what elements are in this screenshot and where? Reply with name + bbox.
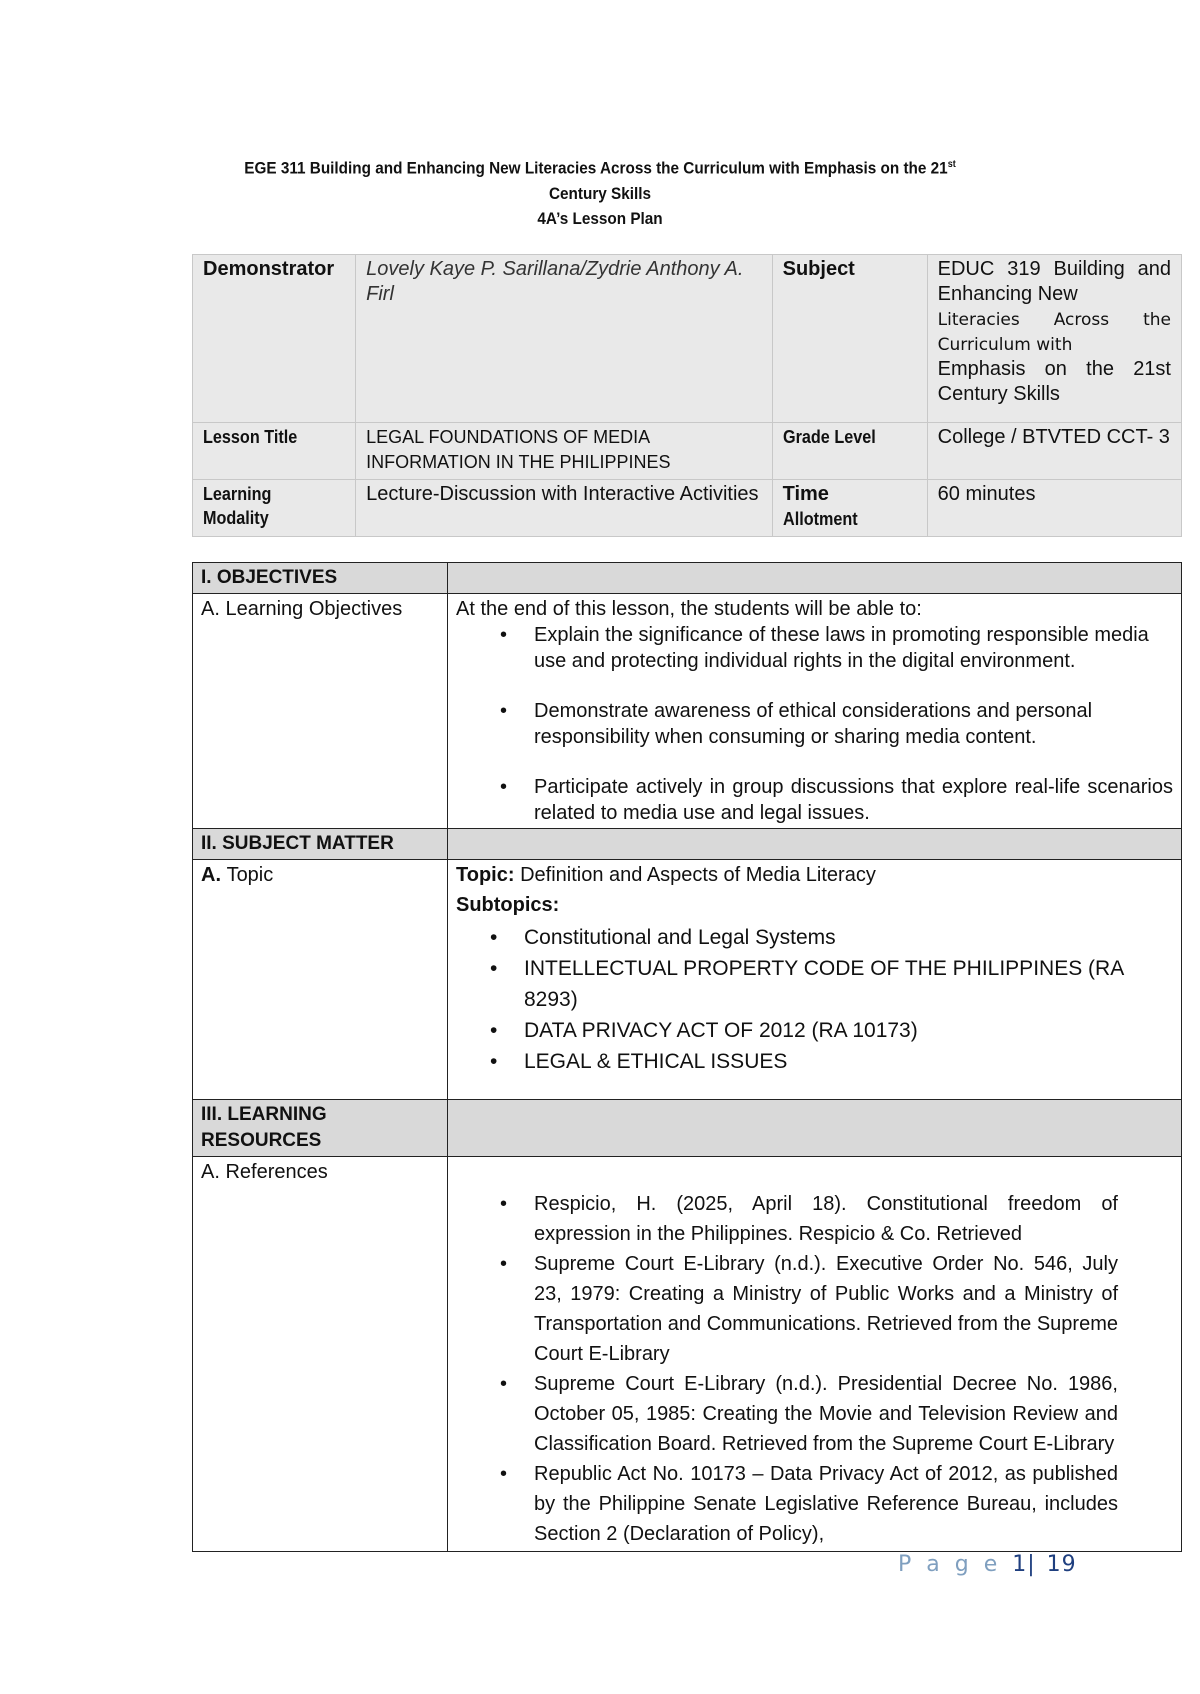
lesson-plan-table [192,562,1182,1552]
resources-heading-row [193,1100,1182,1157]
references-content [448,1157,1182,1552]
lesson-title-label: Lesson Title [193,423,356,480]
reference-item: • Republic Act No. 10173 – Data Privacy Act of 2012, as published by the Philippine Senate Legislative Reference Bureau, includes Section 2 (Declaration of Policy), [534,1459,1173,1549]
demonstrator-value: Lovely Kaye P. Sarillana/Zydrie Anthony A. Firl [356,255,772,423]
objectives-intro: At the end of this lesson, the students will be able to: [456,598,922,620]
objectives-heading-row [193,563,1182,594]
subject-label: Subject [772,255,927,423]
document-title [186,152,1014,231]
grade-level-label: Grade Level [772,423,927,480]
references-row [193,1157,1182,1552]
page-footer: P a g e 1| 19 [898,1552,1077,1577]
objective-item: • Explain the significance of these laws in promoting responsible media use and protecting individual rights in the digital environment. [534,622,1173,674]
references-label: A. References [193,1157,448,1552]
lesson-info-table [192,254,1182,537]
objectives-heading: I. OBJECTIVES [193,563,448,594]
modality-value: Lecture-Discussion with Interactive Activities [356,480,772,537]
title-line-3: 4A’s Lesson Plan [537,208,663,228]
topic-label: A. Topic [193,860,448,1100]
title-line-1: EGE 311 Building and Enhancing New Literacies Across the Curriculum with Emphasis on the 21st [244,158,956,178]
subject-matter-heading-row [193,829,1182,860]
reference-item: • Respicio, H. (2025, April 18). Constitutional freedom of expression in the Philippines. Respicio & Co. Retrieved [534,1189,1173,1249]
reference-item: • Supreme Court E-Library (n.d.). Presidential Decree No. 1986, October 05, 1985: Creating the Movie and Television Review and Classification Board. Retrieved from the Supreme Court E-Library [534,1369,1173,1459]
lesson-title-value: LEGAL FOUNDATIONS OF MEDIA INFORMATION IN THE PHILIPPINES [356,423,772,480]
time-allotment-value: 60 minutes [927,480,1181,537]
topic-row [193,860,1182,1100]
subject-matter-heading: II. SUBJECT MATTER [193,829,448,860]
subtopics-label: Subtopics: [456,894,560,916]
objective-item: • Participate actively in group discussions that explore real-life scenarios related to media use and legal issues. [534,774,1173,826]
demonstrator-label: Demonstrator [193,255,356,423]
learning-objectives-content [448,594,1182,829]
subject-value: EDUC 319 Building and Enhancing New Literacies Across the Curriculum with Emphasis on the 21st Century Skills [927,255,1181,423]
time-allotment-label: Time Allotment [772,480,927,537]
resources-heading: III. LEARNING RESOURCES [193,1100,448,1157]
reference-item: • Supreme Court E-Library (n.d.). Executive Order No. 546, July 23, 1979: Creating a Ministry of Public Works and a Ministry of Transportation and Communications. Retrieved from the Supreme Court E-Library [534,1249,1173,1369]
subtopic-item: • LEGAL & ETHICAL ISSUES [524,1046,1173,1077]
page-total: 19 [1046,1552,1077,1577]
title-line-2: Century Skills [548,183,652,203]
subtopic-item: • INTELLECTUAL PROPERTY CODE OF THE PHILIPPINES (RA 8293) [524,953,1173,1015]
subtopic-item: • Constitutional and Legal Systems [524,922,1173,953]
topic-content: Topic: Definition and Aspects of Media Literacy Subtopics: • Constitutional and Legal Systems • INTELLECTUAL PROPERTY CODE OF THE PHILIPPINES (RA 8293) • DATA PRIVACY ACT OF 2012 (RA 10173) • LEGAL & ETHICAL ISSUES [448,860,1182,1100]
page-number: 1 [1012,1552,1028,1577]
subtopic-item: • DATA PRIVACY ACT OF 2012 (RA 10173) [524,1015,1173,1046]
objectives-row [193,594,1182,829]
grade-level-value: College / BTVTED CCT- 3 [927,423,1181,480]
modality-label: Learning Modality [193,480,356,537]
learning-objectives-label: A. Learning Objectives [193,594,448,829]
objective-item: • Demonstrate awareness of ethical considerations and personal responsibility when consuming or sharing media content. [534,698,1173,750]
